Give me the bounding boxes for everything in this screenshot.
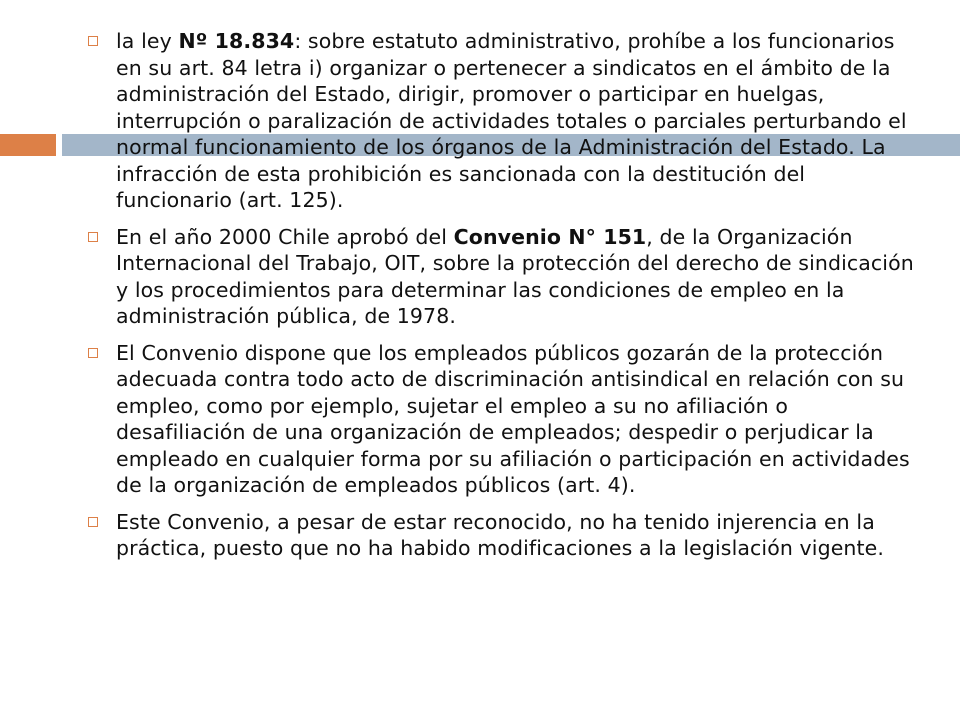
square-bullet-icon [88, 348, 98, 358]
square-bullet-icon [88, 36, 98, 46]
bullet-text: En el año 2000 Chile aprobó del Convenio N° 151, de la Organización Internacional del Trabajo, OIT, sobre la protección del derecho de sindicación y los procedimientos para determinar las condiciones de empleo en la administración pública, de 1978. [116, 224, 914, 328]
bullet-text: Este Convenio, a pesar de estar reconocido, no ha tenido injerencia en la práctica, puesto que no ha habido modificaciones a la legislación vigente. [116, 509, 884, 560]
bullet-item-2 [88, 224, 918, 330]
bullet-item-3 [88, 340, 918, 499]
accent-band-left [0, 134, 56, 156]
bullet-item-4 [88, 509, 918, 562]
square-bullet-icon [88, 517, 98, 527]
bullet-item-1 [88, 28, 918, 214]
bullet-text: El Convenio dispone que los empleados públicos gozarán de la protección adecuada contra todo acto de discriminación antisindical en relación con su empleo, como por ejemplo, sujetar el empleo a su no afiliación o desafiliación de una organización de empleados; despedir o perjudicar la empleado en cualquier forma por su afiliación o participación en actividades de la organización de empleados públicos (art. 4). [116, 340, 910, 497]
slide-content [88, 28, 918, 572]
bullet-text: la ley Nº 18.834: sobre estatuto administrativo, prohíbe a los funcionarios en su art. 84 letra i) organizar o pertenecer a sindicatos en el ámbito de la administración del Estado, dirigir, promover o participar en huelgas, interrupción o paralización de actividades totales o parciales perturbando el normal funcionamiento de los órganos de la Administración del Estado. La infracción de esta prohibición es sancionada con la destitución del funcionario (art. 125). [116, 29, 907, 212]
square-bullet-icon [88, 232, 98, 242]
